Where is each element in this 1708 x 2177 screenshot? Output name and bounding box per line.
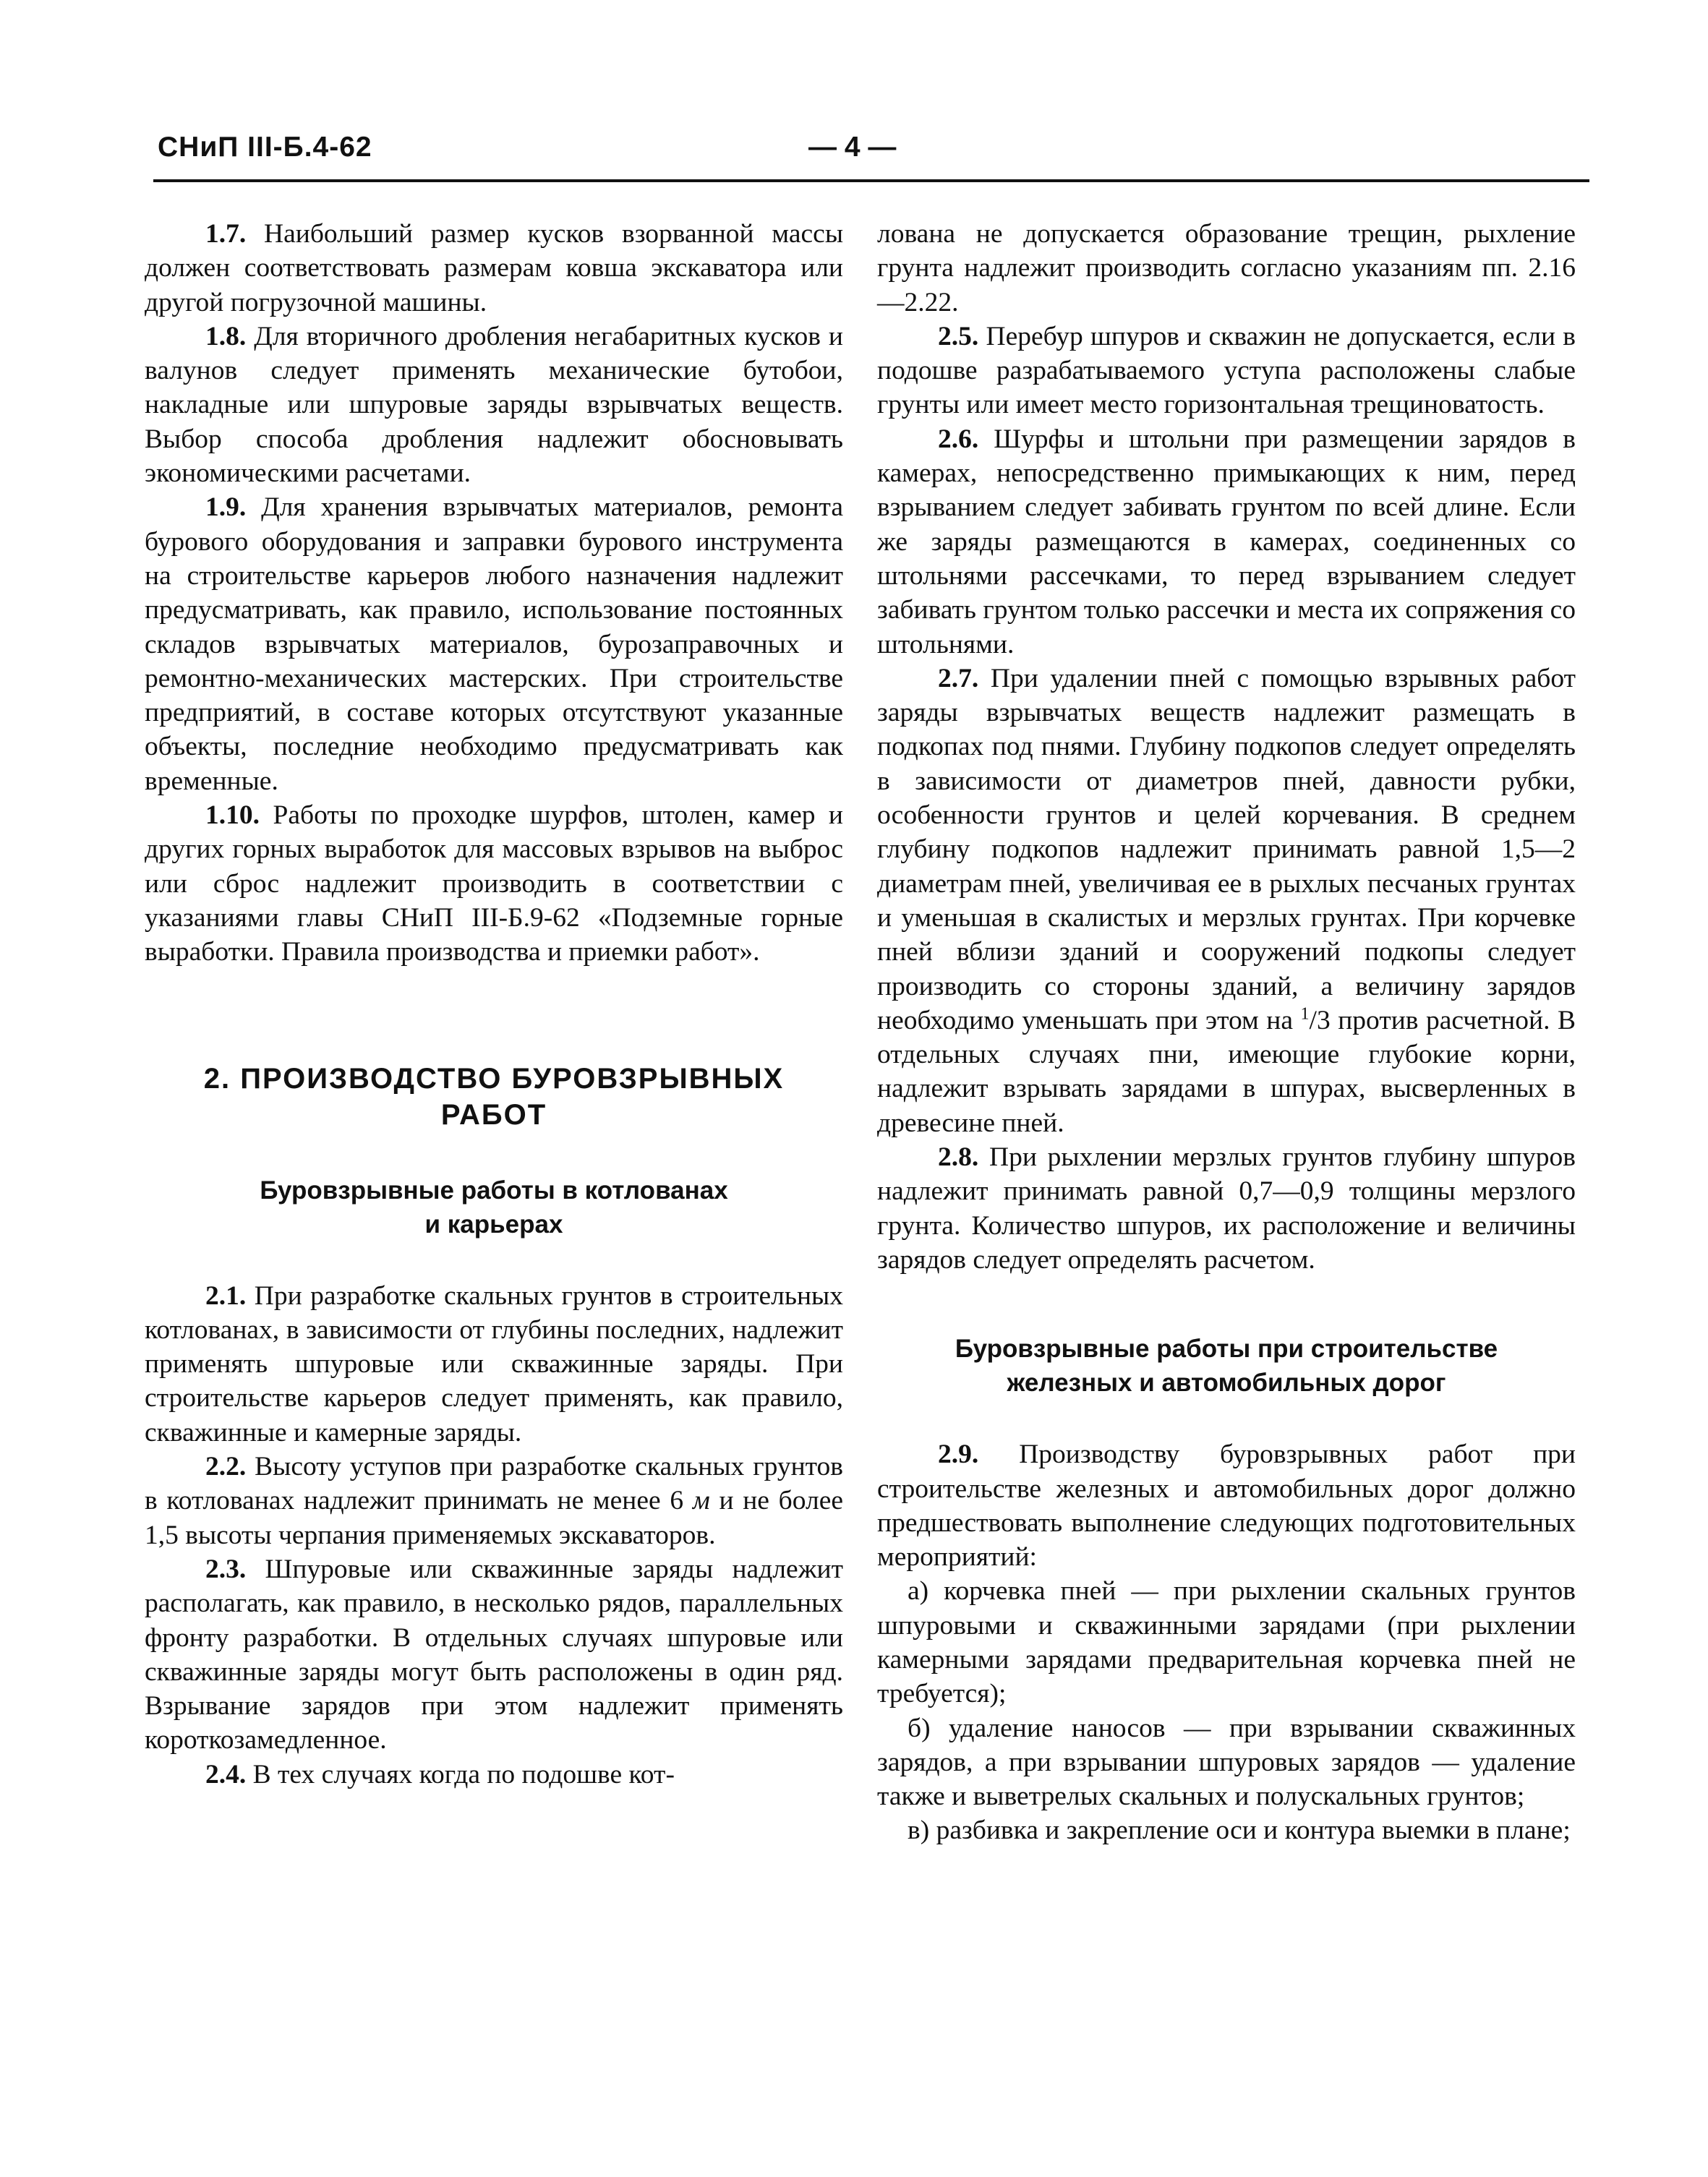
clause-text-after-unit: и не более 1,5 высоты черпания применяемых экскаваторов. xyxy=(145,1486,843,1550)
paragraph-1-7 xyxy=(145,217,843,320)
subsection-title-roads xyxy=(877,1332,1576,1400)
subsection-title-line-1: Буровзрывные работы в котлованах xyxy=(260,1176,728,1205)
paragraph-2-3 xyxy=(145,1552,843,1758)
paragraph-2-9 xyxy=(877,1437,1576,1574)
subsection-title-pits xyxy=(145,1173,843,1241)
page-number: — 4 — xyxy=(808,132,897,163)
subsection-title-line-2: железных и автомобильных дорог xyxy=(1007,1369,1446,1398)
section-title-line-2: РАБОТ xyxy=(440,1098,547,1131)
subsection-title-line-1: Буровзрывные работы при строительстве xyxy=(955,1335,1498,1364)
clause-text: Шпуровые или скважинные заряды надлежит располагать, как правило, в несколько рядов, параллельных фронту разработки. В отдельных случаях шпуровые или скважинные заряды могут быть расположены в один ряд. Взрывание зарядов при этом надлежит применять короткозамедленное. xyxy=(145,1554,844,1755)
clause-number: 1.8. xyxy=(205,321,247,351)
clause-number: 2.8. xyxy=(938,1142,979,1173)
clause-text: Производству буровзрывных работ при строительстве железных и автомобильных дорог должно предшествовать выполнение следующих подготовительных мероприятий: xyxy=(877,1440,1576,1573)
paragraph-2-4 xyxy=(145,1758,843,1792)
paragraph-1-9 xyxy=(145,490,843,798)
paragraph-2-1 xyxy=(145,1279,843,1450)
clause-number: 1.9. xyxy=(205,492,247,523)
list-item-v: в) разбивка и закрепление оси и контура выемки в плане; xyxy=(908,1815,1571,1846)
clause-number: 2.5. xyxy=(938,321,979,351)
clause-text: Для вторичного дробления негабаритных кусков и валунов следует применять механические бутобои, накладные или шпуровые заряды взрывчатых веществ. Выбор способа дробления надлежит обосновывать экономическими расчетами. xyxy=(145,321,844,489)
clause-text: Для хранения взрывчатых материалов, ремонта бурового оборудования и заправки бурового инструмента на строительстве карьеров любого назначения надлежит предусматривать, как правило, использование постоянных складов взрывчатых материалов, бурозаправочных и ремонтно-механических мастерских. При строительстве предприятий, в составе которых отсутствуют указанные объекты, последние необходимо предусматривать как временные. xyxy=(145,492,843,796)
clause-number: 2.6. xyxy=(938,424,979,454)
list-item-b: б) удаление наносов — при взрывании скважинных зарядов, а при взрывании шпуровых зарядов — удаление также и выветрелых скальных и полускальных грунтов; xyxy=(877,1713,1576,1812)
clause-text: Перебур шпуров и скважин не допускается, если в подошве разрабатываемого уступа расположены слабые грунты или имеет место горизонтальная трещиноватость. xyxy=(877,321,1576,420)
subsection-title-line-2: и карьерах xyxy=(424,1210,563,1239)
clause-text: Работы по проходке шурфов, штолен, камер и других горных выработок для массовых взрывов на выброс или сброс надлежит производить в соответствии с указаниями главы СНиП III-Б.9-62 «Подземные горные выработки. Правила производства и приемки работ». xyxy=(145,800,844,967)
clause-number: 2.9. xyxy=(938,1440,979,1470)
clause-text-before-fraction: При удалении пней с помощью взрывных работ заряды взрывчатых веществ надлежит размещать в подкопах под пнями. Глубину подкопов следует определять в зависимости от диаметров пней, давности рубки, особенности грунтов и целей корчевания. В среднем глубину подкопов надлежит принимать равной 1,5—2 диаметрам пней, увеличивая ее в рыхлых песчаных грунтах и уменьшая в скалистых и мерзлых грунтах. При корчевке пней вблизи зданий и сооружений подкопы следует производить со стороны зданий, а величину зарядов необходимо уменьшать при этом на xyxy=(877,663,1576,1035)
page-header xyxy=(158,132,1589,176)
clause-text: При разработке скальных грунтов в строительных котлованах, в зависимости от глубины последних, надлежит применять шпуровые или скважинные заряды. При строительстве карьеров следует применять, как правило, скважинные и камерные заряды. xyxy=(145,1280,844,1447)
paragraph-2-7 xyxy=(877,662,1576,1140)
paragraph-1-10 xyxy=(145,798,843,969)
clause-text: Шурфы и штольни при размещении зарядов в камерах, непосредственно примыкающих к ним, перед взрыванием следует забивать грунтом по всей длине. Если же заряды размещаются в камерах, соединенных со штольнями рассечками, то перед взрыванием следует забивать грунтом только рассечки и места их сопряжения со штольнями. xyxy=(877,424,1576,659)
clause-text: Наибольший размер кусков взорванной массы должен соответствовать размерам ковша экскаватора или другой погрузочной машины. xyxy=(145,219,844,317)
document-code: СНиП III-Б.4-62 xyxy=(158,132,372,163)
section-title xyxy=(145,1061,843,1133)
clause-number: 1.7. xyxy=(205,219,247,249)
paragraph-2-4-continued: лована не допускается образование трещин, рыхление грунта надлежит производить согласно указаниям пп. 2.16—2.22. xyxy=(877,219,1576,317)
header-rule xyxy=(153,179,1589,182)
clause-number: 1.10. xyxy=(205,800,260,831)
clause-text-before-unit: Высоту уступов при разработке скальных грунтов в котлованах надлежит принимать не менее 6 xyxy=(145,1452,844,1516)
clause-text-after-fraction: против расчетной. В отдельных случаях пни, имеющие глубокие корни, надлежит взрывать зарядами в шпурах, высверленных в древесине пней. xyxy=(877,1005,1576,1138)
fraction-denominator: 3 xyxy=(1316,1005,1331,1035)
clause-number: 2.2. xyxy=(205,1452,247,1482)
clause-number: 2.1. xyxy=(205,1280,247,1311)
clause-number: 2.3. xyxy=(205,1554,247,1584)
paragraph-2-6 xyxy=(877,422,1576,662)
clause-text: В тех случаях когда по подошве кот- xyxy=(252,1759,675,1789)
paragraph-2-5 xyxy=(877,320,1576,422)
unit-meter: м xyxy=(692,1486,710,1516)
paragraph-2-8 xyxy=(877,1140,1576,1277)
section-title-line-1: 2. ПРОИЗВОДСТВО БУРОВЗРЫВНЫХ xyxy=(203,1062,785,1095)
clause-number: 2.4. xyxy=(205,1759,247,1789)
left-column xyxy=(145,217,843,1792)
fraction-one-third: $^1$/3 xyxy=(1300,1004,1331,1035)
fraction-numerator: 1 xyxy=(1300,1004,1310,1024)
list-item-a: а) корчевка пней — при рыхлении скальных грунтов шпуровыми и скважинными зарядами (при рыхлении камерными зарядами предварительная корчевка пней не требуется); xyxy=(877,1576,1576,1709)
paragraph-1-8 xyxy=(145,320,843,490)
clause-number: 2.7. xyxy=(938,663,979,693)
paragraph-2-2 xyxy=(145,1450,843,1552)
clause-text: При рыхлении мерзлых грунтов глубину шпуров надлежит принимать равной 0,7—0,9 толщины мерзлого грунта. Количество шпуров, их расположение и величины зарядов следует определять расчетом. xyxy=(877,1142,1576,1275)
right-column xyxy=(877,217,1576,1848)
